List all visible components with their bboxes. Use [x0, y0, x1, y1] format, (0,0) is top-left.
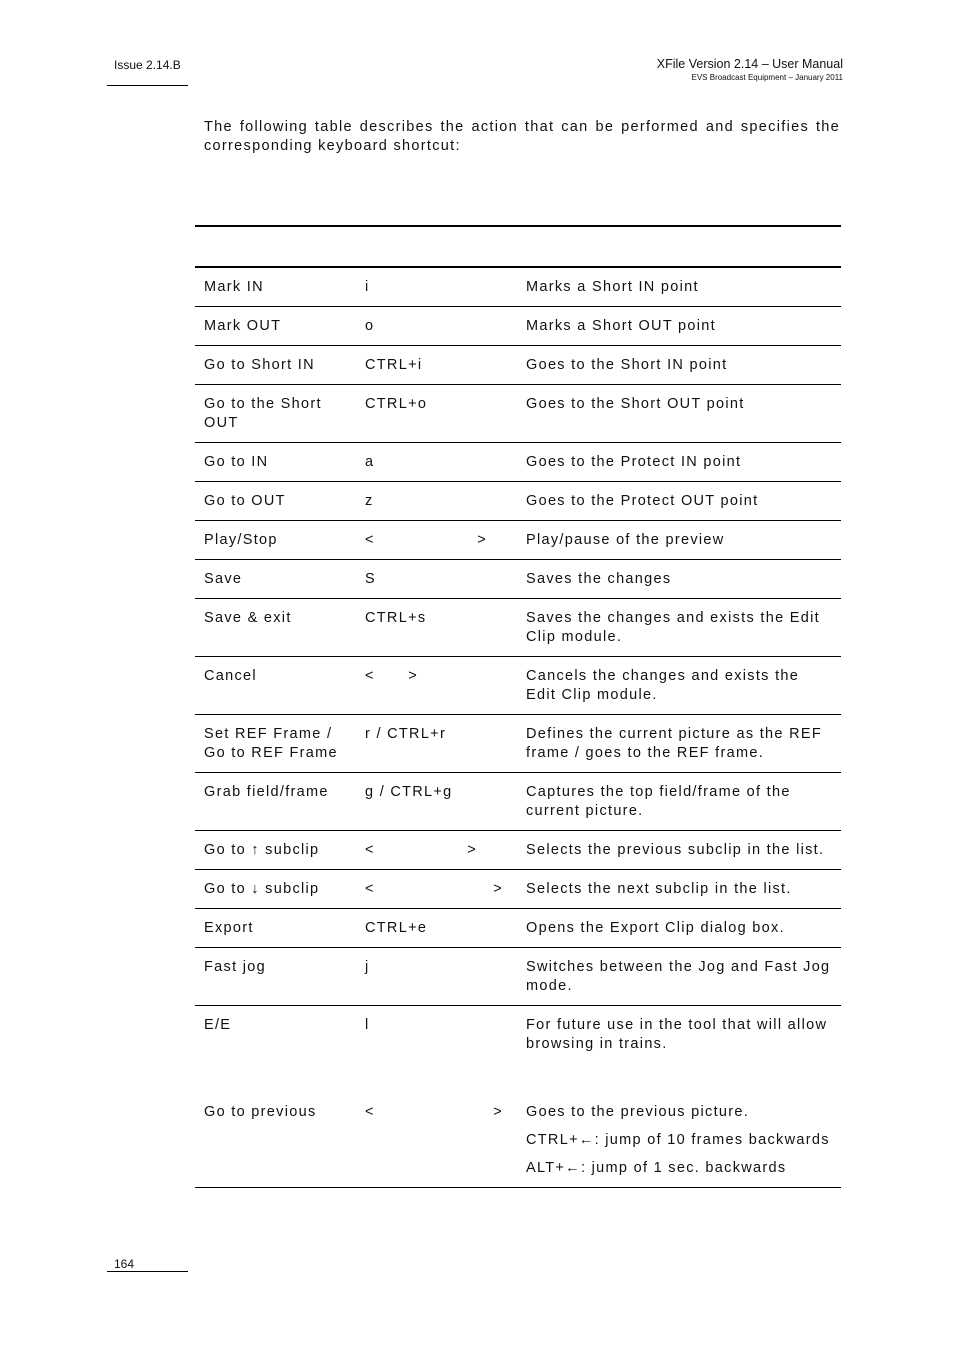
table-row [195, 773, 841, 831]
key-cell [356, 657, 517, 715]
action-cell: Cancel [195, 657, 356, 715]
shortcut-table [195, 268, 841, 1188]
description-cell: Selects the next subclip in the list. [517, 870, 841, 909]
description-line: ALT+←: jump of 1 sec. backwards [526, 1160, 787, 1176]
description-cell: Captures the top field/frame of the current picture. [517, 773, 841, 831]
table-row [195, 1006, 841, 1064]
table-row [195, 948, 841, 1006]
action-cell: Play/Stop [195, 521, 356, 560]
key-cell: CTRL+e [356, 909, 517, 948]
action-cell: Go to ↑ subclip [195, 831, 356, 870]
key-open-bracket: < [365, 881, 375, 897]
key-close-bracket: > [493, 1104, 503, 1120]
action-cell: Grab field/frame [195, 773, 356, 831]
table-spacer [195, 1063, 841, 1093]
key-cell: z [356, 482, 517, 521]
description-cell: Play/pause of the preview [517, 521, 841, 560]
action-cell: E/E [204, 1017, 232, 1033]
table-row [195, 521, 841, 560]
manual-title: XFile Version 2.14 – User Manual [656, 57, 843, 71]
table-row [195, 385, 841, 443]
table-row [195, 1093, 841, 1188]
description-cell: For future use in the tool that will allow browsing in trains. [526, 1017, 828, 1052]
key-cell: a [356, 443, 517, 482]
key-cell [356, 521, 517, 560]
table-row [195, 599, 841, 657]
key-cell: r / CTRL+r [356, 715, 517, 773]
key-open-bracket: < [365, 668, 375, 684]
key-cell [356, 1093, 517, 1188]
table-row [195, 482, 841, 521]
action-cell: Go to the Short OUT [195, 385, 356, 443]
action-cell: Go to ↓ subclip [195, 870, 356, 909]
footer-divider [107, 1271, 188, 1272]
table-row [195, 870, 841, 909]
key-cell: l [365, 1017, 370, 1033]
action-cell: Go to OUT [195, 482, 356, 521]
action-cell: Set REF Frame / Go to REF Frame [195, 715, 356, 773]
description-cell: Marks a Short OUT point [517, 307, 841, 346]
description-cell: Goes to the Protect IN point [517, 443, 841, 482]
table-row [195, 831, 841, 870]
key-cell: CTRL+i [356, 346, 517, 385]
key-cell: j [356, 948, 517, 1006]
action-cell: Fast jog [195, 948, 356, 1006]
table-row [195, 715, 841, 773]
description-cell: Cancels the changes and exists the Edit Clip module. [517, 657, 841, 715]
description-line: Goes to the previous picture. [526, 1104, 750, 1120]
intro-paragraph: The following table describes the action that can be performed and specifies the corresponding keyboard shortcut: [204, 119, 840, 154]
key-cell: i [356, 268, 517, 307]
key-close-bracket: > [493, 881, 503, 897]
key-cell [356, 870, 517, 909]
action-cell: Go to Short IN [195, 346, 356, 385]
key-cell: CTRL+o [356, 385, 517, 443]
key-close-bracket: > [477, 532, 487, 548]
key-cell [356, 831, 517, 870]
description-cell: Goes to the Short OUT point [517, 385, 841, 443]
key-cell: o [356, 307, 517, 346]
description-cell: Saves the changes and exists the Edit Clip module. [517, 599, 841, 657]
description-cell: Goes to the Short IN point [517, 346, 841, 385]
key-cell: S [356, 560, 517, 599]
key-close-bracket: > [467, 842, 477, 858]
action-cell: Export [195, 909, 356, 948]
table-row [195, 346, 841, 385]
page-number: 164 [114, 1257, 135, 1271]
header-divider [107, 85, 188, 86]
key-cell: g / CTRL+g [356, 773, 517, 831]
description-cell: Goes to the Protect OUT point [517, 482, 841, 521]
manual-subtitle: EVS Broadcast Equipment – January 2011 [691, 73, 843, 82]
key-open-bracket: < [365, 532, 375, 548]
key-close-bracket: > [408, 668, 418, 684]
table-row [195, 560, 841, 599]
description-cell: Saves the changes [517, 560, 841, 599]
table-row [195, 268, 841, 307]
action-cell: Go to IN [195, 443, 356, 482]
description-line: CTRL+←: jump of 10 frames backwards [526, 1132, 830, 1148]
description-cell: Opens the Export Clip dialog box. [517, 909, 841, 948]
description-cell: Selects the previous subclip in the list. [517, 831, 841, 870]
table-row [195, 657, 841, 715]
action-cell: Go to previous [195, 1093, 356, 1188]
issue-label: Issue 2.14.B [114, 58, 181, 72]
description-cell [517, 1093, 841, 1188]
key-open-bracket: < [365, 1104, 375, 1120]
table-row [195, 443, 841, 482]
action-cell: Save [195, 560, 356, 599]
running-header [657, 57, 843, 82]
description-cell: Switches between the Jog and Fast Jog mode. [517, 948, 841, 1006]
key-open-bracket: < [365, 842, 375, 858]
action-cell: Mark IN [195, 268, 356, 307]
table-row [195, 307, 841, 346]
action-cell: Mark OUT [195, 307, 356, 346]
action-cell: Save & exit [195, 599, 356, 657]
key-cell: CTRL+s [356, 599, 517, 657]
table-row [195, 909, 841, 948]
description-cell: Marks a Short IN point [517, 268, 841, 307]
table-top-rule [195, 225, 841, 227]
description-cell: Defines the current picture as the REF frame / goes to the REF frame. [517, 715, 841, 773]
